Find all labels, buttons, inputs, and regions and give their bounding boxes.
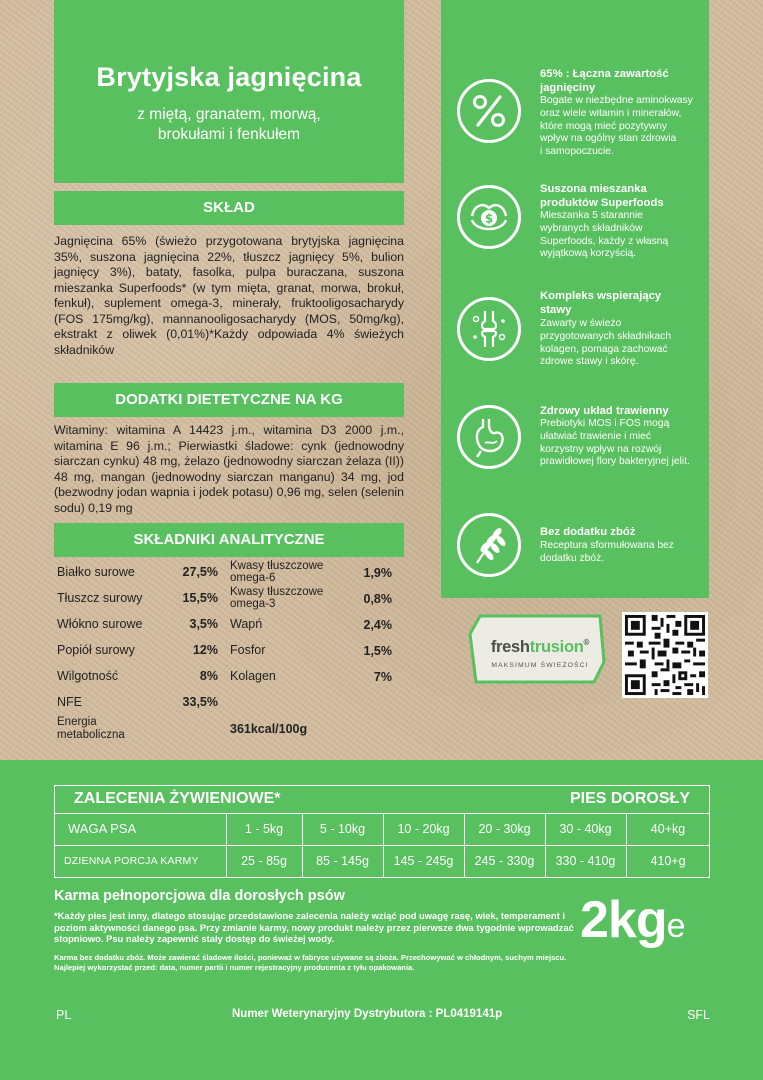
weight-cell: 10 - 20kg xyxy=(397,822,450,836)
analytical-name-line: Kwasy tłuszczowe xyxy=(230,560,324,572)
analytical-value: 1,9% xyxy=(363,566,392,580)
analytical-name: NFE xyxy=(57,695,82,709)
feature-description-line: Bogate w niezbędne aminokwasy xyxy=(540,95,693,106)
portion-cell: 410+g xyxy=(650,854,686,868)
feature-description xyxy=(540,210,705,261)
feeding-group: PIES DOROSŁY xyxy=(569,790,690,807)
registered-mark: ® xyxy=(583,638,590,647)
feature-title-line: stawy xyxy=(540,303,572,316)
features-panel xyxy=(441,0,709,598)
composition-heading: SKŁAD xyxy=(54,191,404,225)
analytical-value: 8% xyxy=(199,669,218,683)
analytical-value: 3,5% xyxy=(189,617,218,631)
svg-text:$: $ xyxy=(484,211,494,226)
analytical-heading: SKŁADNIKI ANALITYCZNE xyxy=(54,523,404,557)
feeding-note: *Każdy pies jest inny, dlatego stosując przedstawione zalecenia należy wziąć pod uwagę rasę, wiek, temperament i poziom aktywności danego psa. Przy zmianie karmy, nowy produkt należy przez pierwsze dwa tygodnie wprowadzać stopniowo. Psu należy zapewnić stały dostęp do świeżej wody. xyxy=(54,910,574,945)
analytical-name: Białko surowe xyxy=(57,565,135,579)
feature-description-line: prawidłowej flory bakteryjnej jelit. xyxy=(540,456,690,468)
feature-description xyxy=(540,95,705,159)
footer-code: SFL xyxy=(687,1008,710,1022)
feature-description-line: i samopoczucie. xyxy=(540,146,614,158)
analytical-name: Kolagen xyxy=(230,669,276,683)
weight-cell: 5 - 10kg xyxy=(319,822,366,836)
product-subtitle-line-1: z miętą, granatem, morwą, xyxy=(137,106,321,123)
weight-cell: 30 - 40kg xyxy=(559,822,612,836)
portion-cell: 330 - 410g xyxy=(555,854,616,868)
analytical-name: Wilgotność xyxy=(57,669,119,683)
analytical-name: Tłuszcz surowy xyxy=(57,591,143,605)
analytical-value: 0,8% xyxy=(363,592,392,606)
feature-description-line: wyjątkową korzyścią. xyxy=(540,248,637,260)
analytical-name-line: omega-6 xyxy=(230,572,276,584)
complete-food-label: Karma pełnoporcjowa dla dorosłych psów xyxy=(54,888,345,904)
feature-description-line: korzystny wpływ na rozwój xyxy=(540,443,662,455)
footer-vet-number: Numer Weterynaryjny Dystrybutora : PL0419141p xyxy=(232,1008,503,1020)
grain-icon xyxy=(457,513,521,577)
portion-cell: 245 - 330g xyxy=(474,854,535,868)
energy-label-line: Energia xyxy=(57,716,97,728)
feature-title-line: Suszona mieszanka xyxy=(540,183,647,195)
percent-icon xyxy=(457,79,521,143)
analytical-name xyxy=(230,560,323,584)
energy-value: 361kcal/100g xyxy=(230,722,308,736)
storage-note: Karma bez dodatku zbóż. Może zawierać śladowe ilości, ponieważ w fabryce używane są zboża. Przechowywać w chłodnym, suchym miejscu. Najlepiej wykorzystać przed: data, numer partii i numer rejestracyjny producenta z tyłu opakowania. xyxy=(54,953,567,973)
portion-cell: 85 - 145g xyxy=(316,854,369,868)
analytical-value: 15,5% xyxy=(182,591,218,605)
analytical-name: Włókno surowe xyxy=(57,617,143,631)
badge-tagline: MAKSIMUM ŚWIEŻOŚCI xyxy=(491,662,589,669)
additives-text: Witaminy: witamina A 14423 j.m., witamina D3 2000 j.m., witamina E 96 j.m.; Pierwiastki śladowe: cynk (jednowodny siarczan cynku) 48 mg, żelazo (jednowodny siarczan żelaza (II)) 48 mg, mangan (jednowodny siarczan manganu) 34 mg, jod (bezwodny jodan wapnia i jodek potasu) 0,96 mg, selen (selenin sodu) 0,19 mg xyxy=(54,423,404,515)
freshtrusion-badge xyxy=(468,612,606,686)
analytical-value: 27,5% xyxy=(182,565,218,579)
feature-description-line: Zawarty w świeżo xyxy=(540,318,622,329)
feature-description-line: Receptura sformułowana bez xyxy=(540,540,674,551)
feature-title: Zdrowy układ trawienny xyxy=(540,405,669,417)
product-subtitle-line-2: brokułami i fenkułem xyxy=(157,126,301,143)
product-title: Brytyjska jagnięcina xyxy=(96,62,362,92)
feature-description-line: wpływ na ogólny stan zdrowia xyxy=(540,133,677,145)
qr-code[interactable] xyxy=(622,612,708,698)
composition-text: Jagnięcina 65% (świeżo przygotowana brytyjska jagnięcina 35%, suszona jagnięcina 22%, tłuszcz jagnięcy 5%, bulion jagnięcy 3%), bataty, fasolka, pulpa buraczana, suszona mieszanka Superfoods* (w tym mięta, granat, morwa, brokuł, fenkuł), suplement omega-3, minerały, fruktooligosacharydy (FOS 175mg/kg), mannanooligosacharydy (MOS, 50mg/kg), ekstrakt z oliwek (0,01%)*Każdy odpowiada 4% świeżych składników xyxy=(54,234,404,357)
feature-description-line: oraz wiele witamin i minerałów, xyxy=(540,107,682,119)
net-weight-value: 2kg xyxy=(580,891,667,949)
energy-label xyxy=(57,716,125,741)
estimated-sign: e xyxy=(666,907,685,945)
title-box xyxy=(54,0,404,183)
weight-cell: 1 - 5kg xyxy=(244,822,284,836)
superfood-leaf-icon xyxy=(457,185,521,249)
analytical-name-line: omega-3 xyxy=(230,598,276,610)
feature-title-line: Kompleks wspierający xyxy=(540,290,662,302)
analytical-value: 7% xyxy=(373,670,392,684)
analytical-value: 33,5% xyxy=(182,695,218,709)
table-divider xyxy=(54,813,710,814)
product-subtitle xyxy=(54,105,404,145)
analytical-name: Popiół surowy xyxy=(57,643,135,657)
stomach-icon xyxy=(457,405,521,469)
portion-row-label: DZIENNA PORCJA KARMY xyxy=(64,855,199,867)
brand-part-a: fresh xyxy=(490,638,530,656)
analytical-value: 2,4% xyxy=(363,618,392,632)
analytical-value: 12% xyxy=(192,643,218,657)
feature-title: Bez dodatku zbóż xyxy=(540,526,636,538)
additives-heading: DODATKI DIETETYCZNE NA KG xyxy=(54,383,404,417)
feature-title xyxy=(540,183,705,210)
portion-cell: 25 - 85g xyxy=(241,854,287,868)
freshtrusion-logo xyxy=(478,638,602,657)
footer-country: PL xyxy=(56,1008,72,1022)
feature-description-line: Superfoods, każdy z własną xyxy=(540,235,669,247)
joint-icon xyxy=(457,297,521,361)
analytical-name xyxy=(230,586,323,610)
feature-title xyxy=(540,290,705,317)
analytical-name: Fosfor xyxy=(230,643,266,657)
weight-row-label: WAGA PSA xyxy=(68,821,137,836)
analytical-name-line: Kwasy tłuszczowe xyxy=(230,586,324,598)
feature-description-line: które mogą mieć pozytywny xyxy=(540,120,668,132)
feature-description xyxy=(540,318,705,369)
feature-description-line: wybranych składników xyxy=(540,222,643,234)
feeding-heading: ZALECENIA ŻYWIENIOWE* xyxy=(74,790,281,807)
feature-description-line: przygotowanych składnikach xyxy=(540,330,672,342)
feature-title-line: produktów Superfoods xyxy=(540,196,664,209)
table-divider xyxy=(54,845,710,846)
analytical-name: Wapń xyxy=(230,617,263,631)
feature-description-line: Prebiotyki MOS i FOS mogą xyxy=(540,418,670,429)
energy-label-line: metaboliczna xyxy=(57,728,125,741)
feature-description xyxy=(540,418,705,469)
feature-title-line: 65% : Łączna zawartość xyxy=(540,68,669,80)
feature-title xyxy=(540,68,705,95)
feature-description-line: Mieszanka 5 starannie xyxy=(540,210,644,221)
weight-cell: 40+kg xyxy=(650,822,686,836)
portion-cell: 145 - 245g xyxy=(393,854,454,868)
feature-title-line: jagnięciny xyxy=(540,81,596,94)
feature-description-line: dodatku zbóż. xyxy=(540,552,605,564)
feature-description-line: zdrowe stawy i skórę. xyxy=(540,356,639,368)
net-weight xyxy=(580,890,685,956)
feature-description-line: kolagen, pomaga zachować xyxy=(540,343,668,355)
feature-description-line: ułatwiać trawienie i mieć xyxy=(540,430,652,442)
analytical-value: 1,5% xyxy=(363,644,392,658)
feature-description xyxy=(540,540,705,566)
brand-part-b: trusion xyxy=(529,638,584,656)
weight-cell: 20 - 30kg xyxy=(478,822,531,836)
